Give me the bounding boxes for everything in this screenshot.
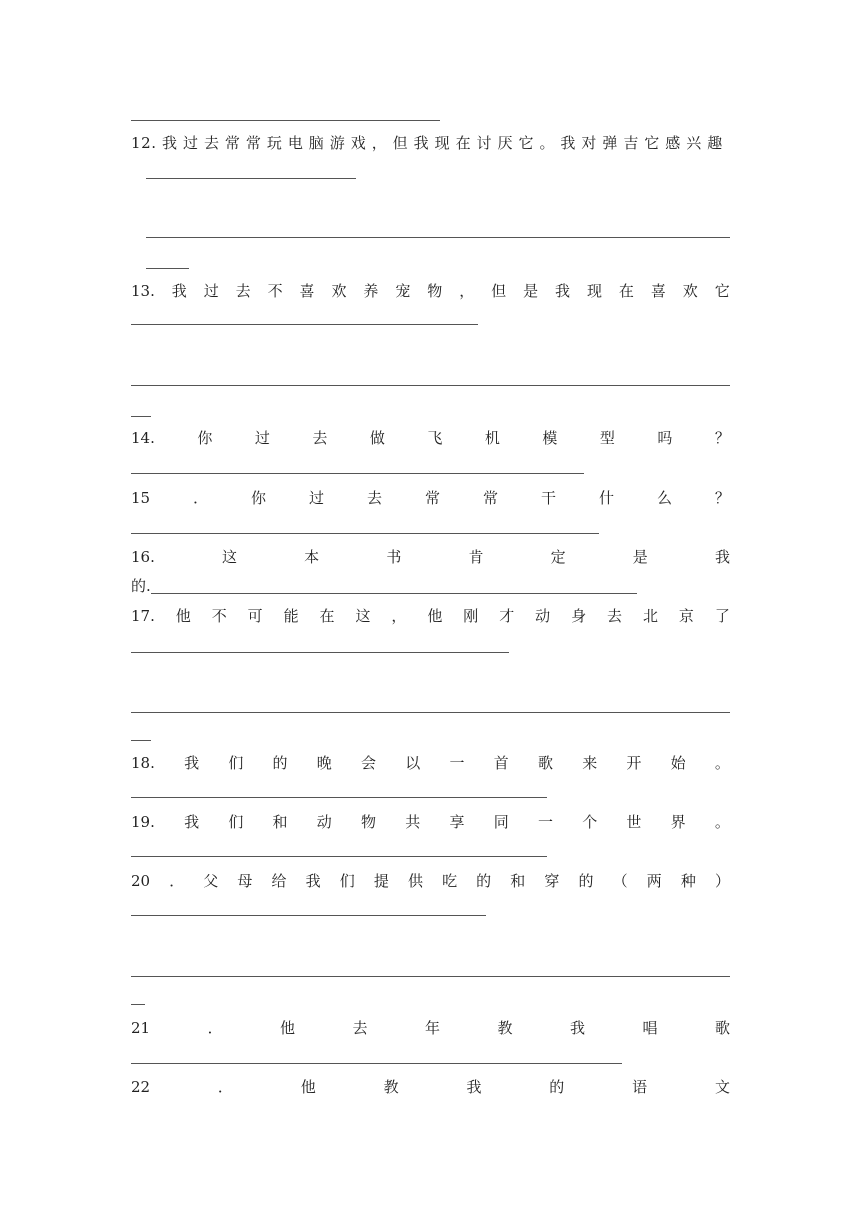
question-char: 教 xyxy=(497,1019,513,1037)
question-char: 我 xyxy=(466,1078,482,1096)
question-char: 欢 xyxy=(682,282,698,300)
question-char: 它 xyxy=(714,282,730,300)
question-char: 常 xyxy=(425,489,441,507)
question-char: 型 xyxy=(599,429,615,447)
question-char: 们 xyxy=(228,754,244,772)
question-char: 他 xyxy=(300,1078,316,1096)
question-char: 个 xyxy=(582,813,598,831)
question-22 xyxy=(131,1077,730,1097)
question-char: 可 xyxy=(247,607,263,625)
question-char: 文 xyxy=(714,1078,730,1096)
question-char: 我 xyxy=(171,282,187,300)
question-char: 我 xyxy=(714,548,730,566)
question-char: 了 xyxy=(714,607,730,625)
question-char: 给 xyxy=(271,872,287,890)
question-char: 京 xyxy=(678,607,694,625)
question-char: 他 xyxy=(427,607,443,625)
question-char: 宠 xyxy=(395,282,411,300)
question-char: 我 xyxy=(184,813,200,831)
question-char: 以 xyxy=(405,754,421,772)
answer-line xyxy=(131,324,478,325)
question-char: 的 xyxy=(578,872,594,890)
question-char: 同 xyxy=(493,813,509,831)
question-char: 去 xyxy=(607,607,623,625)
answer-line xyxy=(131,915,486,916)
question-char: 在 xyxy=(618,282,634,300)
question-char: ， xyxy=(459,282,475,300)
question-char: 但 xyxy=(491,282,507,300)
question-char: ？ xyxy=(714,429,730,447)
question-char: ． xyxy=(169,872,185,890)
question-16-tail: 的. xyxy=(131,577,151,595)
question-char: 们 xyxy=(228,813,244,831)
question-char: 本 xyxy=(304,548,320,566)
question-char: 一 xyxy=(537,813,553,831)
question-number: 22 xyxy=(131,1078,151,1096)
question-char: 他 xyxy=(175,607,191,625)
question-16 xyxy=(131,547,730,567)
question-15 xyxy=(131,488,730,508)
question-19 xyxy=(131,812,730,832)
question-char: 晚 xyxy=(316,754,332,772)
question-char: 书 xyxy=(386,548,402,566)
answer-line xyxy=(131,385,730,386)
question-char: 身 xyxy=(571,607,587,625)
question-char: 种 xyxy=(680,872,696,890)
question-char: 两 xyxy=(646,872,662,890)
question-17 xyxy=(131,606,730,626)
question-char: 飞 xyxy=(427,429,443,447)
question-number: 17. xyxy=(131,607,155,625)
question-char: 什 xyxy=(598,489,614,507)
question-char: 不 xyxy=(211,607,227,625)
question-char: 穿 xyxy=(544,872,560,890)
question-char: （ xyxy=(612,872,628,890)
question-char: 这 xyxy=(355,607,371,625)
question-char: 机 xyxy=(484,429,500,447)
answer-line xyxy=(146,237,730,238)
answer-line xyxy=(131,120,440,121)
question-20 xyxy=(131,871,730,891)
answer-line xyxy=(131,1063,622,1064)
question-char: 始 xyxy=(670,754,686,772)
question-12: 12. 我 过 去 常 常 玩 电 脑 游 戏 ， 但 我 现 在 讨 厌 它 。 我 对 弹 吉 它 感 兴 趣 xyxy=(131,134,723,152)
question-char: 做 xyxy=(369,429,385,447)
answer-line xyxy=(131,976,730,977)
question-char: 模 xyxy=(542,429,558,447)
question-char: 北 xyxy=(642,607,658,625)
question-char: 过 xyxy=(203,282,219,300)
question-char: 共 xyxy=(405,813,421,831)
question-char: 我 xyxy=(555,282,571,300)
question-number: 15 xyxy=(131,489,151,507)
question-char: 定 xyxy=(550,548,566,566)
question-char: 享 xyxy=(449,813,465,831)
question-char: 我 xyxy=(569,1019,585,1037)
question-char: 的 xyxy=(272,754,288,772)
question-char: 会 xyxy=(361,754,377,772)
question-number: 13. xyxy=(131,282,155,300)
question-char: 物 xyxy=(361,813,377,831)
question-char: 年 xyxy=(425,1019,441,1037)
question-char: 一 xyxy=(449,754,465,772)
answer-line xyxy=(131,1004,145,1005)
question-char: 去 xyxy=(312,429,328,447)
question-char: 动 xyxy=(316,813,332,831)
question-char: 才 xyxy=(499,607,515,625)
question-char: 我 xyxy=(305,872,321,890)
question-char: 喜 xyxy=(299,282,315,300)
answer-line xyxy=(131,416,151,417)
question-char: 界 xyxy=(670,813,686,831)
question-char: 世 xyxy=(626,813,642,831)
question-char: 这 xyxy=(222,548,238,566)
question-char: 现 xyxy=(586,282,602,300)
question-number: 16. xyxy=(131,548,155,566)
question-char: ， xyxy=(391,607,407,625)
question-char: ． xyxy=(217,1078,233,1096)
question-char: 开 xyxy=(626,754,642,772)
question-char: 和 xyxy=(272,813,288,831)
question-number: 19. xyxy=(131,813,155,831)
question-char: 语 xyxy=(632,1078,648,1096)
question-char: 你 xyxy=(197,429,213,447)
question-char: 在 xyxy=(319,607,335,625)
question-char: 动 xyxy=(535,607,551,625)
question-char: 你 xyxy=(251,489,267,507)
question-char: ． xyxy=(193,489,209,507)
question-char: 供 xyxy=(407,872,423,890)
answer-line xyxy=(151,593,637,594)
question-number: 18. xyxy=(131,754,155,772)
question-char: 。 xyxy=(714,813,730,831)
question-char: 去 xyxy=(235,282,251,300)
answer-line xyxy=(131,473,584,474)
question-char: 吗 xyxy=(657,429,673,447)
question-char: 欢 xyxy=(331,282,347,300)
question-char: 喜 xyxy=(650,282,666,300)
question-char: 常 xyxy=(482,489,498,507)
question-char: ） xyxy=(714,872,730,890)
question-char: 去 xyxy=(352,1019,368,1037)
question-char: ． xyxy=(207,1019,223,1037)
question-char: 他 xyxy=(280,1019,296,1037)
question-char: 吃 xyxy=(442,872,458,890)
question-char: 物 xyxy=(427,282,443,300)
question-char: ？ xyxy=(714,489,730,507)
question-char: 过 xyxy=(309,489,325,507)
question-char: 过 xyxy=(254,429,270,447)
question-char: 母 xyxy=(237,872,253,890)
question-char: 是 xyxy=(632,548,648,566)
question-13 xyxy=(131,281,730,301)
question-char: 和 xyxy=(510,872,526,890)
question-char: 提 xyxy=(373,872,389,890)
question-char: 去 xyxy=(367,489,383,507)
question-char: 们 xyxy=(339,872,355,890)
answer-line xyxy=(131,533,599,534)
question-21 xyxy=(131,1018,730,1038)
question-14 xyxy=(131,428,730,448)
question-char: 的 xyxy=(549,1078,565,1096)
question-char: 干 xyxy=(540,489,556,507)
question-char: 么 xyxy=(656,489,672,507)
question-18 xyxy=(131,753,730,773)
question-char: 歌 xyxy=(537,754,553,772)
question-number: 14. xyxy=(131,429,155,447)
answer-line xyxy=(131,856,547,857)
question-char: 唱 xyxy=(642,1019,658,1037)
question-char: 歌 xyxy=(714,1019,730,1037)
question-char: 首 xyxy=(493,754,509,772)
answer-line xyxy=(131,652,509,653)
question-char: 能 xyxy=(283,607,299,625)
question-char: 刚 xyxy=(463,607,479,625)
question-char: 。 xyxy=(714,754,730,772)
question-char: 我 xyxy=(184,754,200,772)
question-char: 的 xyxy=(476,872,492,890)
question-number: 20 xyxy=(131,872,151,890)
answer-line xyxy=(146,178,356,179)
answer-line xyxy=(146,268,189,269)
answer-line xyxy=(131,797,547,798)
question-char: 养 xyxy=(363,282,379,300)
question-char: 肯 xyxy=(468,548,484,566)
question-char: 教 xyxy=(383,1078,399,1096)
question-char: 父 xyxy=(203,872,219,890)
question-char: 是 xyxy=(523,282,539,300)
question-char: 来 xyxy=(582,754,598,772)
question-number: 21 xyxy=(131,1019,151,1037)
answer-line xyxy=(131,740,151,741)
question-char: 不 xyxy=(267,282,283,300)
answer-line xyxy=(131,712,730,713)
